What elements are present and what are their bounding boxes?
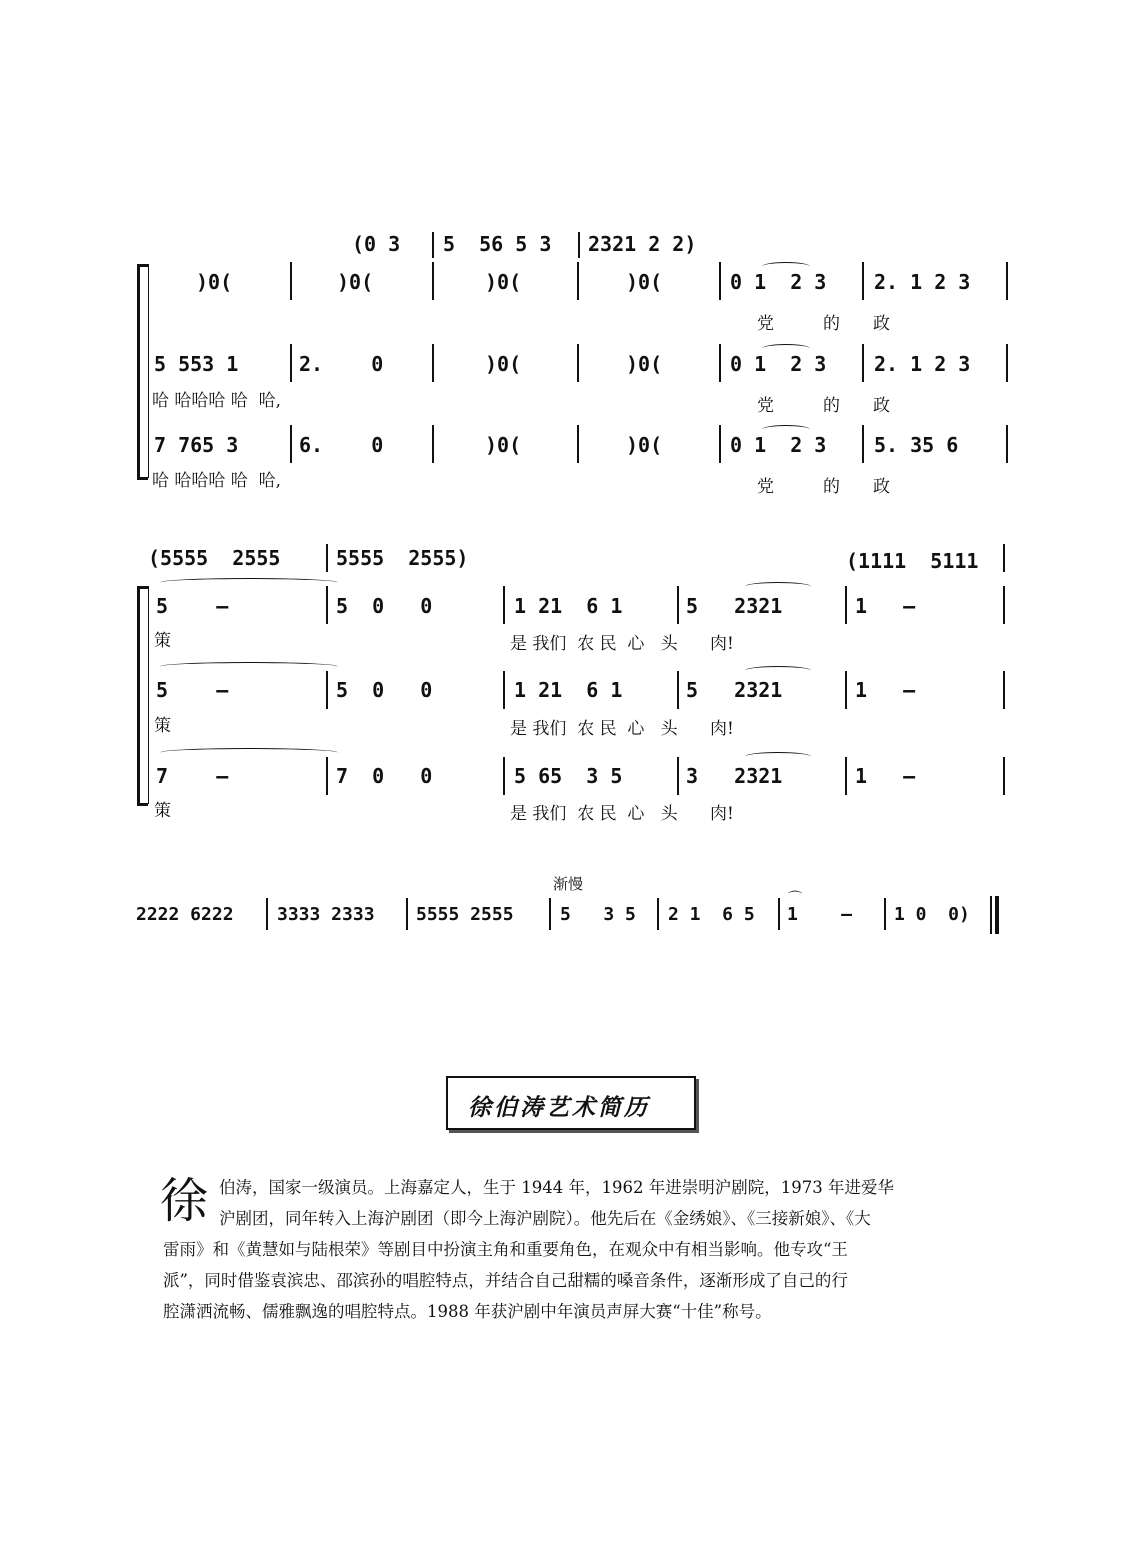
barline — [778, 898, 780, 930]
barline — [266, 898, 268, 930]
barline — [677, 757, 679, 795]
v3-s2-m3: 5 65 3 5 — [514, 764, 623, 788]
accomp-s1-m3: 2321 2 2) — [588, 232, 697, 256]
v1-s1-lyric-2: 的 — [823, 314, 840, 334]
barline — [503, 757, 505, 795]
v2-s2-lyrics: 是 我们 农 民 心 头 肉! — [510, 719, 734, 739]
s3-m5: 2 1 6 5 — [668, 904, 755, 925]
s3-m3: 5555 2555 — [416, 904, 514, 925]
v1-s2-lyric-ce: 策 — [154, 631, 171, 651]
v2-s2-m3: 1 21 6 1 — [514, 678, 623, 702]
barline — [290, 262, 292, 300]
barline — [1003, 544, 1005, 572]
barline — [326, 671, 328, 709]
system-brace-inner — [148, 586, 149, 804]
tie — [160, 578, 338, 587]
v1-s1-lyric-1: 党 — [757, 314, 774, 334]
barline — [862, 425, 864, 463]
v3-s1-m2: 6. 0 — [299, 433, 384, 457]
barline — [1003, 586, 1005, 624]
accomp-s1-m2: 5 56 5 3 — [443, 232, 552, 256]
bio-heading-box — [446, 1076, 696, 1130]
barline — [719, 425, 721, 463]
slur — [745, 752, 811, 761]
v3-s2-m2: 7 0 0 — [336, 764, 433, 788]
v1-s1-m6: 2. 1 2 3 — [874, 270, 971, 294]
slur — [745, 582, 811, 591]
v3-s1-lyric-1: 党 — [757, 477, 774, 497]
barline — [290, 425, 292, 463]
barline — [719, 344, 721, 382]
barline — [503, 586, 505, 624]
v1-s2-m2: 5 0 0 — [336, 594, 433, 618]
barline — [577, 344, 579, 382]
v3-s2-lyrics: 是 我们 农 民 心 头 肉! — [510, 804, 734, 824]
system-brace — [137, 264, 148, 480]
v2-s1-m3: )0( — [485, 352, 522, 376]
s3-m1: 2222 6222 — [136, 904, 234, 925]
system-brace — [137, 586, 148, 806]
v2-s1-m1: 5 553 1 — [154, 352, 239, 376]
v3-s1-lyric-2: 的 — [823, 477, 840, 497]
v3-s2-lyric-ce: 策 — [154, 801, 171, 821]
accomp-s2-m1: (5555 2555 — [148, 546, 281, 570]
v2-s1-lyric-2: 的 — [823, 396, 840, 416]
barline — [432, 262, 434, 300]
v3-s1-lyric-ha: 哈 哈哈哈 哈 哈, — [152, 471, 282, 491]
barline — [884, 898, 886, 930]
slur — [762, 262, 810, 271]
barline — [1003, 671, 1005, 709]
v3-s1-m5: 0 1 2 3 — [730, 433, 827, 457]
bio-line-3: 雷雨》和《黄慧如与陆根荣》等剧目中扮演主角和重要角色，在观众中有相当影响。他专攻“王 — [163, 1240, 848, 1259]
barline — [1006, 344, 1008, 382]
barline — [578, 232, 580, 258]
v2-s1-m6: 2. 1 2 3 — [874, 352, 971, 376]
v3-s2-m5: 1 – — [855, 764, 916, 788]
v2-s2-m4: 5 2321 — [686, 678, 783, 702]
barline — [862, 262, 864, 300]
v1-s2-m3: 1 21 6 1 — [514, 594, 623, 618]
tempo-marking: 渐慢 — [553, 875, 584, 893]
barline — [503, 671, 505, 709]
barline — [845, 671, 847, 709]
barline — [677, 586, 679, 624]
v2-s2-lyric-ce: 策 — [154, 716, 171, 736]
v1-s1-m1: )0( — [196, 270, 233, 294]
slur — [745, 666, 811, 675]
v3-s2-m4: 3 2321 — [686, 764, 783, 788]
v2-s2-m5: 1 – — [855, 678, 916, 702]
barline — [290, 344, 292, 382]
bio-line-5: 腔潇洒流畅、儒雅飘逸的唱腔特点。1988 年获沪剧中年演员声屏大赛“十佳”称号。 — [163, 1302, 772, 1321]
barline — [1006, 425, 1008, 463]
v2-s2-m1: 5 – — [156, 678, 229, 702]
barline — [1006, 262, 1008, 300]
v1-s2-lyrics: 是 我们 农 民 心 头 肉! — [510, 634, 734, 654]
barline — [326, 544, 328, 572]
v2-s1-lyric-1: 党 — [757, 396, 774, 416]
barline — [549, 898, 551, 930]
s3-m4: 5 3 5 — [560, 904, 636, 925]
barline — [845, 757, 847, 795]
barline — [577, 425, 579, 463]
bio-heading: 徐伯涛艺术简历 — [468, 1094, 650, 1121]
barline — [326, 586, 328, 624]
barline — [432, 232, 434, 258]
barline — [406, 898, 408, 930]
s3-m2: 3333 2333 — [277, 904, 375, 925]
v3-s1-lyric-3: 政 — [873, 477, 890, 497]
v1-s2-m1: 5 – — [156, 594, 229, 618]
barline — [677, 671, 679, 709]
final-barline — [990, 896, 999, 934]
slur — [762, 425, 810, 434]
v2-s1-lyric-ha: 哈 哈哈哈 哈 哈, — [152, 391, 282, 411]
slur — [762, 344, 810, 353]
accomp-s2-m3: (1111 5111 — [846, 549, 979, 573]
system-brace-inner — [148, 264, 149, 478]
v1-s1-lyric-3: 政 — [873, 314, 890, 334]
v1-s2-m5: 1 – — [855, 594, 916, 618]
v2-s1-lyric-3: 政 — [873, 396, 890, 416]
s3-m6: 1 – — [787, 904, 853, 925]
v3-s1-m6: 5. 35 6 — [874, 433, 959, 457]
v3-s2-m1: 7 – — [156, 764, 229, 788]
accomp-s1-m1: (0 3 — [352, 232, 401, 256]
barline — [657, 898, 659, 930]
s3-m7: 1 0 0) — [894, 904, 970, 925]
barline — [577, 262, 579, 300]
v1-s1-m2: )0( — [337, 270, 374, 294]
barline — [432, 344, 434, 382]
v2-s2-m2: 5 0 0 — [336, 678, 433, 702]
bio-dropcap: 徐 — [160, 1173, 209, 1229]
v1-s1-m3: )0( — [485, 270, 522, 294]
barline — [1003, 757, 1005, 795]
barline — [719, 262, 721, 300]
fermata-icon: ⌒ — [788, 891, 802, 907]
v1-s1-m5: 0 1 2 3 — [730, 270, 827, 294]
tie — [160, 748, 338, 757]
barline — [326, 757, 328, 795]
bio-line-2: 沪剧团，同年转入上海沪剧团（即今上海沪剧院）。他先后在《金绣娘》、《三接新娘》、《大 — [219, 1209, 871, 1228]
v3-s1-m3: )0( — [485, 433, 522, 457]
v2-s1-m2: 2. 0 — [299, 352, 384, 376]
v1-s1-m4: )0( — [626, 270, 663, 294]
accomp-s2-m2: 5555 2555) — [336, 546, 469, 570]
v2-s1-m5: 0 1 2 3 — [730, 352, 827, 376]
v3-s1-m4: )0( — [626, 433, 663, 457]
barline — [432, 425, 434, 463]
v1-s2-m4: 5 2321 — [686, 594, 783, 618]
bio-line-1: 伯涛，国家一级演员。上海嘉定人，生于 1944 年，1962 年进崇明沪剧院，1973 年进爱华 — [219, 1178, 894, 1197]
barline — [845, 586, 847, 624]
bio-line-4: 派”，同时借鉴袁滨忠、邵滨孙的唱腔特点，并结合自己甜糯的嗓音条件，逐渐形成了自己的行 — [163, 1271, 848, 1290]
tie — [160, 662, 338, 671]
barline — [862, 344, 864, 382]
v3-s1-m1: 7 765 3 — [154, 433, 239, 457]
v2-s1-m4: )0( — [626, 352, 663, 376]
